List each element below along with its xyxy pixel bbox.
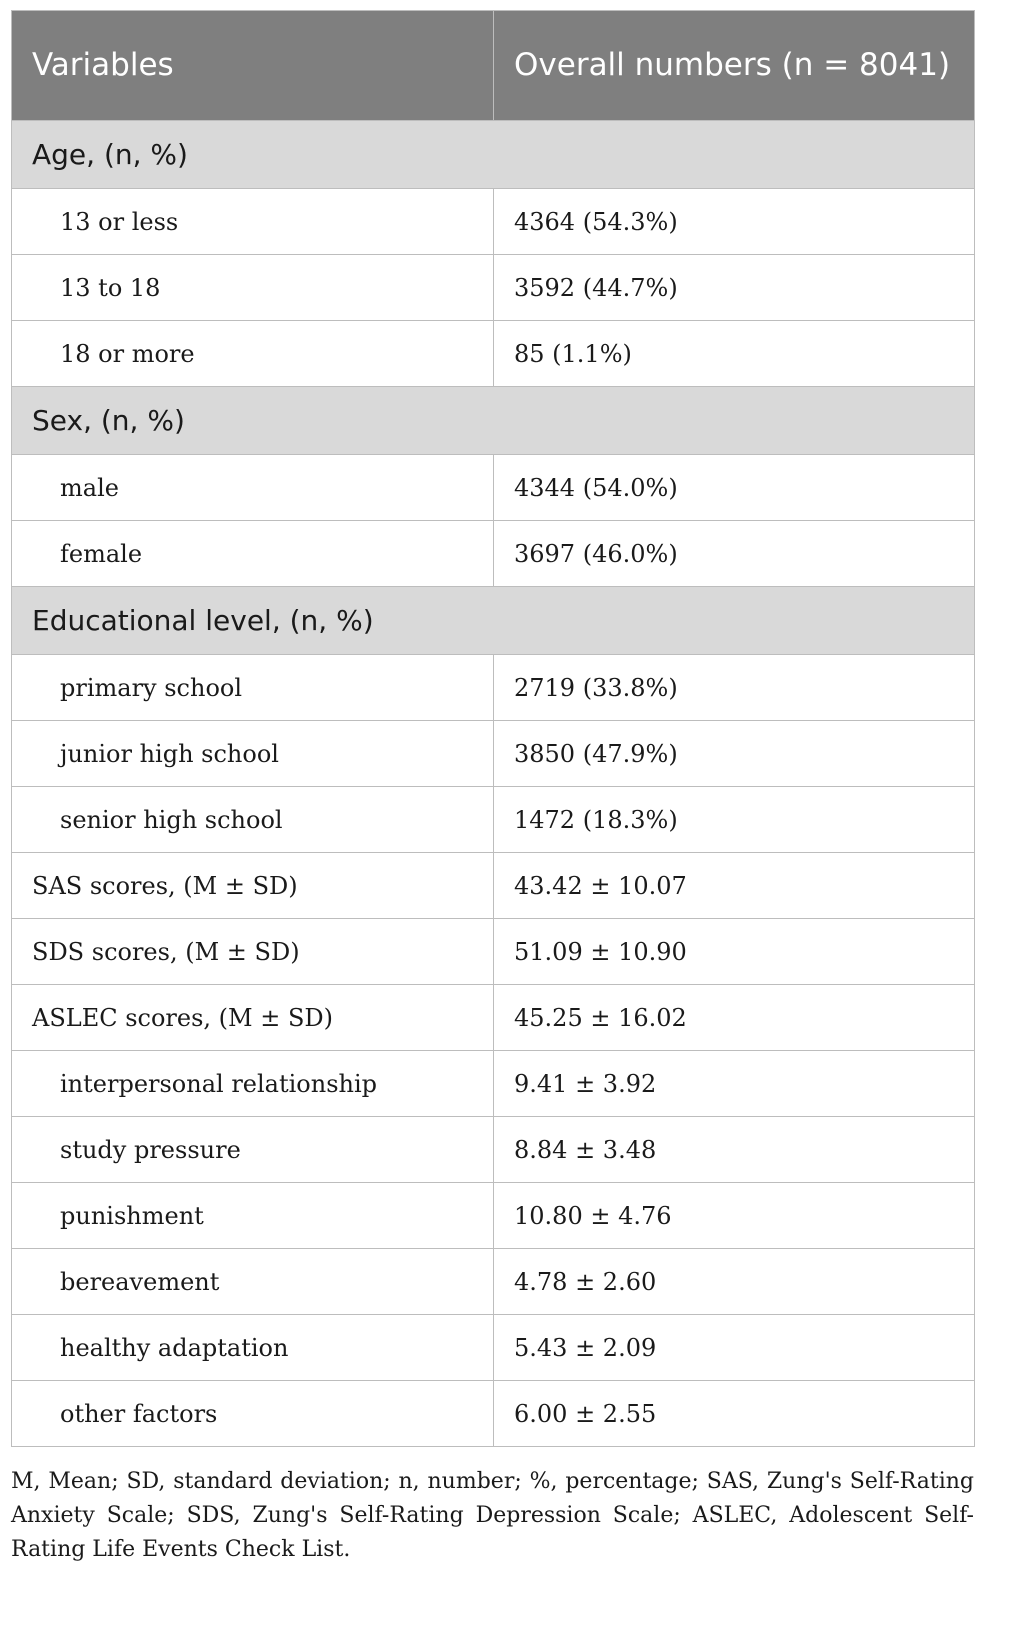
section-label: Sex, (n, %) xyxy=(12,387,975,455)
table-row xyxy=(12,1381,975,1447)
variable-value: 43.42 ± 10.07 xyxy=(494,853,975,919)
table-header xyxy=(12,11,975,121)
variable-label: SDS scores, (M ± SD) xyxy=(12,919,494,985)
variable-value: 3697 (46.0%) xyxy=(494,521,975,587)
variable-value: 4344 (54.0%) xyxy=(494,455,975,521)
variable-label: junior high school xyxy=(12,721,494,787)
variable-value: 3850 (47.9%) xyxy=(494,721,975,787)
table-row xyxy=(12,1249,975,1315)
table-row xyxy=(12,721,975,787)
variable-label: 18 or more xyxy=(12,321,494,387)
variable-label: study pressure xyxy=(12,1117,494,1183)
variable-label: senior high school xyxy=(12,787,494,853)
section-row xyxy=(12,121,975,189)
table-row xyxy=(12,853,975,919)
variable-label: 13 to 18 xyxy=(12,255,494,321)
variable-label: 13 or less xyxy=(12,189,494,255)
variable-value: 45.25 ± 16.02 xyxy=(494,985,975,1051)
variable-label: male xyxy=(12,455,494,521)
section-row xyxy=(12,387,975,455)
table-footnote: M, Mean; SD, standard deviation; n, number; %, percentage; SAS, Zung's Self-Rating Anxiety Scale; SDS, Zung's Self-Rating Depression Scale; ASLEC, Adolescent Self-Rating Life Events Check List. xyxy=(11,1469,974,1562)
table-row xyxy=(12,321,975,387)
variable-value: 51.09 ± 10.90 xyxy=(494,919,975,985)
variable-label: interpersonal relationship xyxy=(12,1051,494,1117)
variable-label: SAS scores, (M ± SD) xyxy=(12,853,494,919)
section-label: Age, (n, %) xyxy=(12,121,975,189)
section-row xyxy=(12,587,975,655)
header-row xyxy=(12,11,975,121)
table-row xyxy=(12,1117,975,1183)
table-row xyxy=(12,1315,975,1381)
variable-label: primary school xyxy=(12,655,494,721)
table-row xyxy=(12,255,975,321)
table-row xyxy=(12,1051,975,1117)
variable-label: healthy adaptation xyxy=(12,1315,494,1381)
variable-value: 10.80 ± 4.76 xyxy=(494,1183,975,1249)
variable-label: ASLEC scores, (M ± SD) xyxy=(12,985,494,1051)
header-overall-numbers: Overall numbers (n = 8041) xyxy=(494,11,975,121)
section-label: Educational level, (n, %) xyxy=(12,587,975,655)
variable-value: 5.43 ± 2.09 xyxy=(494,1315,975,1381)
variable-label: punishment xyxy=(12,1183,494,1249)
variable-label: other factors xyxy=(12,1381,494,1447)
variable-value: 3592 (44.7%) xyxy=(494,255,975,321)
variable-value: 6.00 ± 2.55 xyxy=(494,1381,975,1447)
table-row xyxy=(12,919,975,985)
table-row xyxy=(12,655,975,721)
variable-value: 4364 (54.3%) xyxy=(494,189,975,255)
variable-label: bereavement xyxy=(12,1249,494,1315)
variable-value: 8.84 ± 3.48 xyxy=(494,1117,975,1183)
table-body xyxy=(12,121,975,1447)
table-row xyxy=(12,189,975,255)
table-container xyxy=(11,10,974,1447)
table-row xyxy=(12,521,975,587)
table-row xyxy=(12,985,975,1051)
header-variables: Variables xyxy=(12,11,494,121)
variable-value: 1472 (18.3%) xyxy=(494,787,975,853)
variable-value: 2719 (33.8%) xyxy=(494,655,975,721)
table-row xyxy=(12,1183,975,1249)
variable-value: 85 (1.1%) xyxy=(494,321,975,387)
table-row xyxy=(12,787,975,853)
variable-value: 4.78 ± 2.60 xyxy=(494,1249,975,1315)
table-row xyxy=(12,455,975,521)
characteristics-table xyxy=(11,10,975,1447)
variable-label: female xyxy=(12,521,494,587)
variable-value: 9.41 ± 3.92 xyxy=(494,1051,975,1117)
